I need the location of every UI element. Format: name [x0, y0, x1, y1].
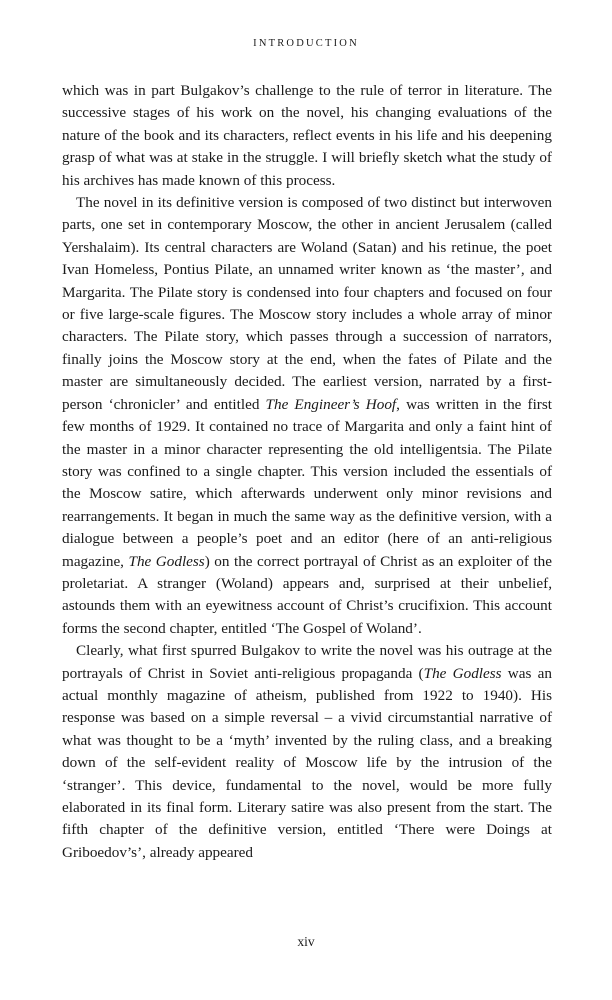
paragraph-3-text-b: was an actual monthly magazine of atheism, published from 1922 to 1940). His response was based on a simple reversal – a vivid circumstantial narrative of what was thought to be a ‘myth’ invented by the ruling class, and a breaking down of the self-evident reality of Moscow life by the intrusion of the ‘stranger’. This device, fundamental to the novel, would be more fully elaborated in its final form. Literary satire was also present from the start. The fifth chapter of the definitive version, entitled ‘There were Doings at Griboedov’s’, already appeared: [62, 664, 552, 861]
italic-title-engineers-hoof: The Engineer’s Hoof: [265, 395, 397, 413]
italic-title-the-godless-2: The Godless: [423, 664, 502, 682]
paragraph-1: which was in part Bulgakov’s challenge to the rule of terror in literature. The successive stages of his work on the novel, his changing evaluations of the nature of the book and its characters, reflect events in his life and his deepening grasp of what was at stake in the struggle. I will briefly sketch what the study of his archives has made known of this process.: [62, 82, 552, 189]
running-head: INTRODUCTION: [253, 38, 359, 49]
paragraph-2: [62, 192, 552, 640]
paragraph-2-text-c: ) on the correct portrayal of Christ as an exploiter of the proletariat. A stranger (Woland) appears and, surprised at their unbelief, astounds them with an eyewitness account of Christ’s crucifixion. This account forms the second chapter, entitled ‘The Gospel of Woland’.: [62, 552, 553, 637]
italic-title-the-godless: The Godless: [128, 552, 205, 570]
paragraph-3-text-a: Clearly, what first spurred Bulgakov to write the novel was his outrage at the portrayals of Christ in Soviet anti-religious propaganda (: [62, 642, 552, 682]
body-text: [62, 80, 552, 864]
paragraph-3: [62, 640, 552, 864]
paragraph-2-text-a: The novel in its definitive version is composed of two distinct but interwoven parts, one set in contemporary Moscow, the other in ancient Jerusalem (called Yershalaim). Its central characters are Woland (Satan) and his retinue, the poet Ivan Homeless, Pontius Pilate, an unnamed writer known as ‘the master’, and Margarita. The Pilate story is condensed into four chapters and focused on four or five large-scale figures. The Moscow story includes a whole array of minor characters. The Pilate story, which passes through a succession of narrators, finally joins the Moscow story at the end, when the fates of Pilate and the master are simultaneously decided. The earliest version, narrated by a first-person ‘chronicler’ and entitled: [62, 194, 552, 413]
page-number: xiv: [297, 934, 315, 949]
paragraph-2-text-b: , was written in the first few months of 1929. It contained no trace of Margarita and only a faint hint of the master in a minor character representing the old intelligentsia. The Pilate story was confined to a single chapter. This version included the essentials of the Moscow satire, which afterwards underwent only minor revisions and rearrangements. It began in much the same way as the definitive version, with a dialogue between a people’s poet and an editor (here of an anti-religious magazine,: [62, 395, 552, 570]
